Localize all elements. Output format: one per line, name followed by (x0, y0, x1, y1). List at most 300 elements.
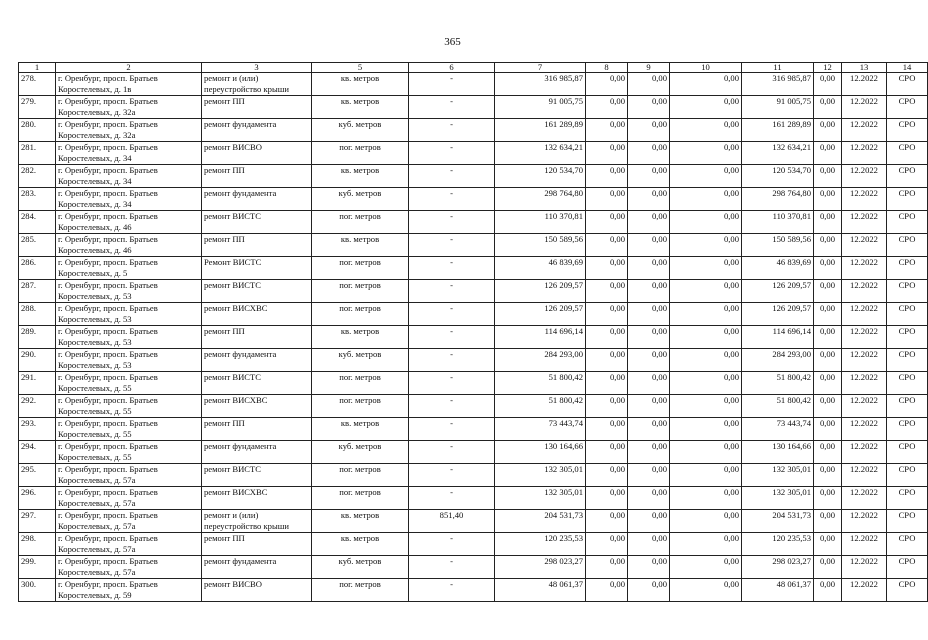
table-row (19, 211, 928, 234)
volume-cell: - (409, 395, 495, 418)
value-cell-12: 0,00 (814, 188, 842, 211)
table-row (19, 533, 928, 556)
deadline-cell: 12.2022 (842, 349, 887, 372)
value-cell-12: 0,00 (814, 119, 842, 142)
row-number: 287. (19, 280, 56, 303)
cost-cell: 51 800,42 (495, 372, 586, 395)
funding-source-cell: СРО (887, 165, 928, 188)
cost-cell: 48 061,37 (495, 579, 586, 602)
cost-cell: 46 839,69 (495, 257, 586, 280)
deadline-cell: 12.2022 (842, 326, 887, 349)
unit-cell: пог. метров (312, 303, 409, 326)
funding-source-cell: СРО (887, 142, 928, 165)
funding-source-cell: СРО (887, 464, 928, 487)
table-row (19, 326, 928, 349)
address-cell: г. Оренбург, просп. Братьев Коростелевых, д. 46 (56, 234, 202, 257)
unit-cell: куб. метров (312, 349, 409, 372)
deadline-cell: 12.2022 (842, 441, 887, 464)
table-row (19, 96, 928, 119)
value-cell-8: 0,00 (586, 418, 628, 441)
address-cell: г. Оренбург, просп. Братьев Коростелевых, д. 57а (56, 487, 202, 510)
value-cell-10: 0,00 (670, 533, 742, 556)
total-cell: 126 209,57 (742, 280, 814, 303)
value-cell-12: 0,00 (814, 533, 842, 556)
deadline-cell: 12.2022 (842, 303, 887, 326)
unit-cell: пог. метров (312, 257, 409, 280)
value-cell-12: 0,00 (814, 441, 842, 464)
table-row (19, 395, 928, 418)
address-cell: г. Оренбург, просп. Братьев Коростелевых, д. 57а (56, 533, 202, 556)
page-number: 365 (444, 36, 461, 48)
value-cell-10: 0,00 (670, 395, 742, 418)
table-row (19, 441, 928, 464)
value-cell-12: 0,00 (814, 487, 842, 510)
work-type-cell: ремонт ВИСТС (202, 211, 312, 234)
address-cell: г. Оренбург, просп. Братьев Коростелевых, д. 55 (56, 395, 202, 418)
cost-cell: 161 289,89 (495, 119, 586, 142)
value-cell-10: 0,00 (670, 211, 742, 234)
row-number: 279. (19, 96, 56, 119)
value-cell-8: 0,00 (586, 165, 628, 188)
deadline-cell: 12.2022 (842, 188, 887, 211)
value-cell-10: 0,00 (670, 142, 742, 165)
volume-cell: - (409, 257, 495, 280)
value-cell-12: 0,00 (814, 280, 842, 303)
value-cell-8: 0,00 (586, 257, 628, 280)
funding-source-cell: СРО (887, 96, 928, 119)
value-cell-9: 0,00 (628, 119, 670, 142)
column-number-header: 12 (814, 63, 842, 73)
volume-cell: - (409, 349, 495, 372)
volume-cell: - (409, 211, 495, 234)
value-cell-10: 0,00 (670, 96, 742, 119)
address-cell: г. Оренбург, просп. Братьев Коростелевых, д. 53 (56, 349, 202, 372)
funding-source-cell: СРО (887, 119, 928, 142)
deadline-cell: 12.2022 (842, 142, 887, 165)
unit-cell: кв. метров (312, 533, 409, 556)
total-cell: 150 589,56 (742, 234, 814, 257)
cost-cell: 120 235,53 (495, 533, 586, 556)
address-cell: г. Оренбург, просп. Братьев Коростелевых, д. 34 (56, 188, 202, 211)
address-cell: г. Оренбург, просп. Братьев Коростелевых, д. 57а (56, 510, 202, 533)
deadline-cell: 12.2022 (842, 372, 887, 395)
funding-source-cell: СРО (887, 510, 928, 533)
cost-cell: 73 443,74 (495, 418, 586, 441)
repair-schedule-table (18, 62, 928, 602)
total-cell: 204 531,73 (742, 510, 814, 533)
volume-cell: - (409, 96, 495, 119)
table-row (19, 418, 928, 441)
volume-cell: - (409, 441, 495, 464)
volume-cell: - (409, 487, 495, 510)
total-cell: 316 985,87 (742, 73, 814, 96)
value-cell-12: 0,00 (814, 395, 842, 418)
work-type-cell: ремонт ВИСВО (202, 142, 312, 165)
work-type-cell: ремонт фундамента (202, 188, 312, 211)
cost-cell: 132 305,01 (495, 487, 586, 510)
row-number: 300. (19, 579, 56, 602)
value-cell-10: 0,00 (670, 510, 742, 533)
value-cell-9: 0,00 (628, 326, 670, 349)
funding-source-cell: СРО (887, 234, 928, 257)
value-cell-9: 0,00 (628, 96, 670, 119)
value-cell-9: 0,00 (628, 142, 670, 165)
work-type-cell: ремонт фундамента (202, 556, 312, 579)
cost-cell: 132 634,21 (495, 142, 586, 165)
deadline-cell: 12.2022 (842, 395, 887, 418)
value-cell-12: 0,00 (814, 96, 842, 119)
value-cell-10: 0,00 (670, 257, 742, 280)
address-cell: г. Оренбург, просп. Братьев Коростелевых, д. 59 (56, 579, 202, 602)
value-cell-8: 0,00 (586, 280, 628, 303)
table-row (19, 372, 928, 395)
deadline-cell: 12.2022 (842, 280, 887, 303)
work-type-cell: ремонт фундамента (202, 349, 312, 372)
cost-cell: 132 305,01 (495, 464, 586, 487)
funding-source-cell: СРО (887, 303, 928, 326)
value-cell-9: 0,00 (628, 188, 670, 211)
address-cell: г. Оренбург, просп. Братьев Коростелевых, д. 55 (56, 441, 202, 464)
value-cell-9: 0,00 (628, 303, 670, 326)
value-cell-10: 0,00 (670, 303, 742, 326)
value-cell-9: 0,00 (628, 441, 670, 464)
value-cell-8: 0,00 (586, 326, 628, 349)
work-type-cell: ремонт ВИСТС (202, 372, 312, 395)
address-cell: г. Оренбург, просп. Братьев Коростелевых, д. 34 (56, 165, 202, 188)
value-cell-10: 0,00 (670, 579, 742, 602)
unit-cell: пог. метров (312, 464, 409, 487)
funding-source-cell: СРО (887, 326, 928, 349)
table-row (19, 464, 928, 487)
value-cell-9: 0,00 (628, 349, 670, 372)
value-cell-8: 0,00 (586, 96, 628, 119)
value-cell-8: 0,00 (586, 349, 628, 372)
value-cell-8: 0,00 (586, 211, 628, 234)
table-body (19, 73, 928, 602)
total-cell: 132 305,01 (742, 464, 814, 487)
row-number: 289. (19, 326, 56, 349)
unit-cell: куб. метров (312, 556, 409, 579)
value-cell-10: 0,00 (670, 441, 742, 464)
unit-cell: кв. метров (312, 326, 409, 349)
work-type-cell: ремонт ВИСТС (202, 280, 312, 303)
total-cell: 73 443,74 (742, 418, 814, 441)
address-cell: г. Оренбург, просп. Братьев Коростелевых, д. 57а (56, 556, 202, 579)
unit-cell: пог. метров (312, 372, 409, 395)
value-cell-12: 0,00 (814, 464, 842, 487)
cost-cell: 150 589,56 (495, 234, 586, 257)
value-cell-10: 0,00 (670, 464, 742, 487)
total-cell: 132 634,21 (742, 142, 814, 165)
unit-cell: пог. метров (312, 211, 409, 234)
value-cell-8: 0,00 (586, 234, 628, 257)
cost-cell: 114 696,14 (495, 326, 586, 349)
column-number-header: 1 (19, 63, 56, 73)
column-number-header: 11 (742, 63, 814, 73)
column-number-header: 5 (312, 63, 409, 73)
table-row (19, 487, 928, 510)
work-type-cell: ремонт ПП (202, 96, 312, 119)
row-number: 281. (19, 142, 56, 165)
value-cell-9: 0,00 (628, 556, 670, 579)
deadline-cell: 12.2022 (842, 257, 887, 280)
value-cell-9: 0,00 (628, 464, 670, 487)
column-number-header: 10 (670, 63, 742, 73)
unit-cell: кв. метров (312, 234, 409, 257)
row-number: 290. (19, 349, 56, 372)
address-cell: г. Оренбург, просп. Братьев Коростелевых, д. 53 (56, 280, 202, 303)
volume-cell: - (409, 418, 495, 441)
unit-cell: кв. метров (312, 73, 409, 96)
volume-cell: - (409, 303, 495, 326)
value-cell-8: 0,00 (586, 303, 628, 326)
deadline-cell: 12.2022 (842, 165, 887, 188)
cost-cell: 298 764,80 (495, 188, 586, 211)
value-cell-8: 0,00 (586, 533, 628, 556)
value-cell-12: 0,00 (814, 579, 842, 602)
volume-cell: - (409, 73, 495, 96)
total-cell: 130 164,66 (742, 441, 814, 464)
table-row (19, 556, 928, 579)
work-type-cell: ремонт фундамента (202, 441, 312, 464)
address-cell: г. Оренбург, просп. Братьев Коростелевых, д. 34 (56, 142, 202, 165)
row-number: 284. (19, 211, 56, 234)
value-cell-12: 0,00 (814, 165, 842, 188)
value-cell-8: 0,00 (586, 441, 628, 464)
unit-cell: кв. метров (312, 418, 409, 441)
address-cell: г. Оренбург, просп. Братьев Коростелевых, д. 57а (56, 464, 202, 487)
value-cell-12: 0,00 (814, 257, 842, 280)
deadline-cell: 12.2022 (842, 211, 887, 234)
table-row (19, 510, 928, 533)
total-cell: 110 370,81 (742, 211, 814, 234)
funding-source-cell: СРО (887, 188, 928, 211)
total-cell: 48 061,37 (742, 579, 814, 602)
table-row (19, 349, 928, 372)
total-cell: 51 800,42 (742, 372, 814, 395)
table-row (19, 579, 928, 602)
table-row (19, 257, 928, 280)
total-cell: 51 800,42 (742, 395, 814, 418)
value-cell-12: 0,00 (814, 349, 842, 372)
value-cell-12: 0,00 (814, 510, 842, 533)
cost-cell: 204 531,73 (495, 510, 586, 533)
value-cell-9: 0,00 (628, 280, 670, 303)
cost-cell: 298 023,27 (495, 556, 586, 579)
total-cell: 126 209,57 (742, 303, 814, 326)
work-type-cell: ремонт ВИСВО (202, 579, 312, 602)
address-cell: г. Оренбург, просп. Братьев Коростелевых, д. 55 (56, 372, 202, 395)
total-cell: 298 764,80 (742, 188, 814, 211)
row-number: 295. (19, 464, 56, 487)
value-cell-8: 0,00 (586, 142, 628, 165)
value-cell-10: 0,00 (670, 349, 742, 372)
volume-cell: 851,40 (409, 510, 495, 533)
deadline-cell: 12.2022 (842, 510, 887, 533)
total-cell: 284 293,00 (742, 349, 814, 372)
value-cell-9: 0,00 (628, 165, 670, 188)
value-cell-9: 0,00 (628, 579, 670, 602)
volume-cell: - (409, 234, 495, 257)
funding-source-cell: СРО (887, 372, 928, 395)
value-cell-9: 0,00 (628, 395, 670, 418)
value-cell-8: 0,00 (586, 464, 628, 487)
volume-cell: - (409, 280, 495, 303)
work-type-cell: ремонт ВИСХВС (202, 395, 312, 418)
value-cell-10: 0,00 (670, 372, 742, 395)
value-cell-10: 0,00 (670, 326, 742, 349)
row-number: 296. (19, 487, 56, 510)
address-cell: г. Оренбург, просп. Братьев Коростелевых, д. 32а (56, 119, 202, 142)
cost-cell: 51 800,42 (495, 395, 586, 418)
value-cell-10: 0,00 (670, 234, 742, 257)
unit-cell: пог. метров (312, 142, 409, 165)
volume-cell: - (409, 556, 495, 579)
table-row (19, 119, 928, 142)
cost-cell: 316 985,87 (495, 73, 586, 96)
column-number-header: 7 (495, 63, 586, 73)
table-row (19, 280, 928, 303)
table-row (19, 234, 928, 257)
row-number: 282. (19, 165, 56, 188)
column-number-header: 3 (202, 63, 312, 73)
funding-source-cell: СРО (887, 487, 928, 510)
cost-cell: 91 005,75 (495, 96, 586, 119)
table-row (19, 303, 928, 326)
funding-source-cell: СРО (887, 73, 928, 96)
column-number-header: 6 (409, 63, 495, 73)
funding-source-cell: СРО (887, 280, 928, 303)
work-type-cell: ремонт ПП (202, 165, 312, 188)
value-cell-12: 0,00 (814, 303, 842, 326)
funding-source-cell: СРО (887, 556, 928, 579)
volume-cell: - (409, 188, 495, 211)
value-cell-9: 0,00 (628, 372, 670, 395)
column-number-header: 2 (56, 63, 202, 73)
value-cell-10: 0,00 (670, 73, 742, 96)
row-number: 293. (19, 418, 56, 441)
unit-cell: куб. метров (312, 441, 409, 464)
funding-source-cell: СРО (887, 418, 928, 441)
value-cell-12: 0,00 (814, 556, 842, 579)
value-cell-9: 0,00 (628, 234, 670, 257)
deadline-cell: 12.2022 (842, 579, 887, 602)
table-row (19, 188, 928, 211)
row-number: 291. (19, 372, 56, 395)
unit-cell: кв. метров (312, 96, 409, 119)
work-type-cell: Ремонт ВИСТС (202, 257, 312, 280)
volume-cell: - (409, 119, 495, 142)
value-cell-10: 0,00 (670, 119, 742, 142)
row-number: 299. (19, 556, 56, 579)
column-number-header: 13 (842, 63, 887, 73)
cost-cell: 120 534,70 (495, 165, 586, 188)
unit-cell: кв. метров (312, 510, 409, 533)
work-type-cell: ремонт ВИСХВС (202, 303, 312, 326)
address-cell: г. Оренбург, просп. Братьев Коростелевых, д. 32а (56, 96, 202, 119)
column-number-header: 9 (628, 63, 670, 73)
row-number: 294. (19, 441, 56, 464)
table-row (19, 165, 928, 188)
value-cell-9: 0,00 (628, 211, 670, 234)
total-cell: 161 289,89 (742, 119, 814, 142)
value-cell-8: 0,00 (586, 188, 628, 211)
volume-cell: - (409, 165, 495, 188)
value-cell-9: 0,00 (628, 487, 670, 510)
value-cell-12: 0,00 (814, 234, 842, 257)
value-cell-10: 0,00 (670, 418, 742, 441)
deadline-cell: 12.2022 (842, 533, 887, 556)
row-number: 278. (19, 73, 56, 96)
work-type-cell: ремонт ПП (202, 234, 312, 257)
total-cell: 46 839,69 (742, 257, 814, 280)
table-row (19, 142, 928, 165)
work-type-cell: ремонт ПП (202, 533, 312, 556)
value-cell-12: 0,00 (814, 211, 842, 234)
funding-source-cell: СРО (887, 441, 928, 464)
deadline-cell: 12.2022 (842, 73, 887, 96)
deadline-cell: 12.2022 (842, 464, 887, 487)
total-cell: 132 305,01 (742, 487, 814, 510)
cost-cell: 284 293,00 (495, 349, 586, 372)
funding-source-cell: СРО (887, 257, 928, 280)
cost-cell: 126 209,57 (495, 280, 586, 303)
column-number-header: 8 (586, 63, 628, 73)
funding-source-cell: СРО (887, 211, 928, 234)
table-row (19, 73, 928, 96)
value-cell-9: 0,00 (628, 533, 670, 556)
unit-cell: куб. метров (312, 119, 409, 142)
volume-cell: - (409, 326, 495, 349)
value-cell-8: 0,00 (586, 556, 628, 579)
unit-cell: пог. метров (312, 280, 409, 303)
funding-source-cell: СРО (887, 395, 928, 418)
volume-cell: - (409, 579, 495, 602)
value-cell-12: 0,00 (814, 73, 842, 96)
work-type-cell: ремонт ПП (202, 326, 312, 349)
volume-cell: - (409, 533, 495, 556)
value-cell-10: 0,00 (670, 280, 742, 303)
row-number: 283. (19, 188, 56, 211)
funding-source-cell: СРО (887, 533, 928, 556)
value-cell-10: 0,00 (670, 188, 742, 211)
deadline-cell: 12.2022 (842, 418, 887, 441)
funding-source-cell: СРО (887, 579, 928, 602)
deadline-cell: 12.2022 (842, 556, 887, 579)
unit-cell: пог. метров (312, 579, 409, 602)
value-cell-9: 0,00 (628, 418, 670, 441)
value-cell-12: 0,00 (814, 326, 842, 349)
value-cell-8: 0,00 (586, 119, 628, 142)
funding-source-cell: СРО (887, 349, 928, 372)
value-cell-8: 0,00 (586, 487, 628, 510)
unit-cell: куб. метров (312, 188, 409, 211)
value-cell-8: 0,00 (586, 579, 628, 602)
row-number: 280. (19, 119, 56, 142)
unit-cell: кв. метров (312, 165, 409, 188)
cost-cell: 130 164,66 (495, 441, 586, 464)
work-type-cell: ремонт и (или) переустройство крыши (202, 73, 312, 96)
address-cell: г. Оренбург, просп. Братьев Коростелевых, д. 55 (56, 418, 202, 441)
volume-cell: - (409, 142, 495, 165)
row-number: 298. (19, 533, 56, 556)
work-type-cell: ремонт ПП (202, 418, 312, 441)
deadline-cell: 12.2022 (842, 96, 887, 119)
work-type-cell: ремонт ВИСХВС (202, 487, 312, 510)
column-number-row (19, 63, 928, 73)
volume-cell: - (409, 464, 495, 487)
address-cell: г. Оренбург, просп. Братьев Коростелевых, д. 5 (56, 257, 202, 280)
